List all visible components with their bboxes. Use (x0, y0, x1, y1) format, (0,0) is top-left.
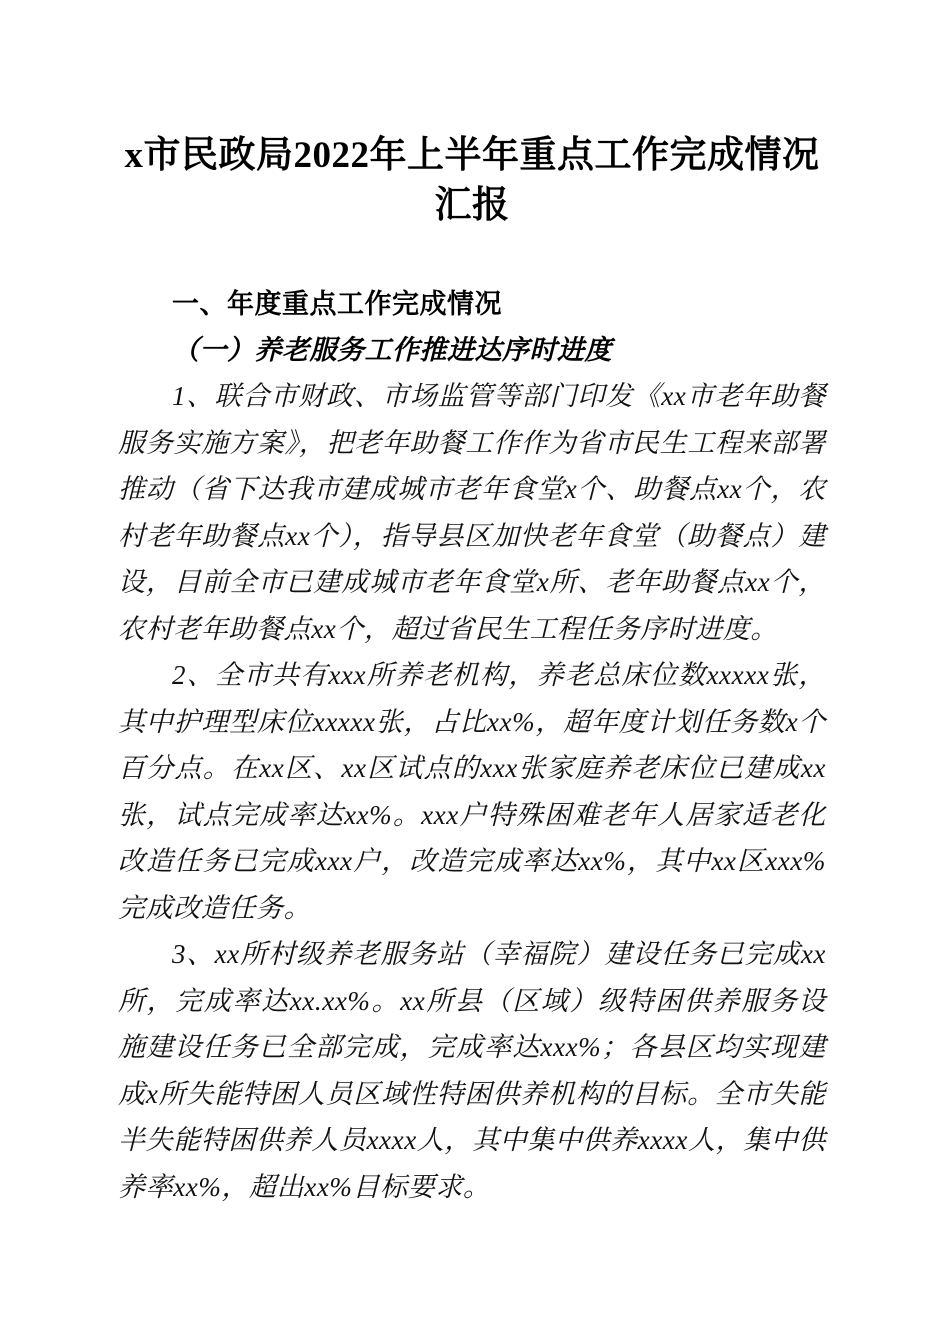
section-heading-level2: （一）养老服务工作推进达序时进度 (172, 335, 612, 365)
page-title: x市民政局2022年上半年重点工作完成情况汇报 (124, 135, 820, 226)
body-paragraph-3: 3、xx所村级养老服务站（幸福院）建设任务已完成xx所，完成率达xx.xx%。xx所县（区域）级特困供养服务设施建设任务已全部完成，完成率达xxx%；各县区均实现建成x所失能特困人员区域性特困供养机构的目标。全市失能半失能特困供养人员xxxx人，其中集中供养xxxx人，集中供养率xx%，超出xx%目标要求。 (118, 939, 826, 1202)
body-paragraph-1: 1、联合市财政、市场监管等部门印发《xx市老年助餐服务实施方案》，把老年助餐工作作为省市民生工程来部署推动（省下达我市建成城市老年食堂x个、助餐点xx个，农村老年助餐点xx个），指导县区加快老年食堂（助餐点）建设，目前全市已建成城市老年食堂x所、老年助餐点xx个，农村老年助餐点xx个，超过省民生工程任务序时进度。 (118, 381, 826, 644)
body-paragraph-2: 2、全市共有xxx所养老机构，养老总床位数xxxxx张，其中护理型床位xxxxx张，占比xx%，超年度计划任务数x个百分点。在xx区、xx区试点的xxx张家庭养老床位已建成xx张，试点完成率达xx%。xxx户特殊困难老年人居家适老化改造任务已完成xxx户，改造完成率达xx%，其中xx区xxx%完成改造任务。 (118, 660, 826, 923)
section-heading-level1: 一、年度重点工作完成情况 (172, 289, 502, 319)
document-content (118, 0, 826, 1210)
